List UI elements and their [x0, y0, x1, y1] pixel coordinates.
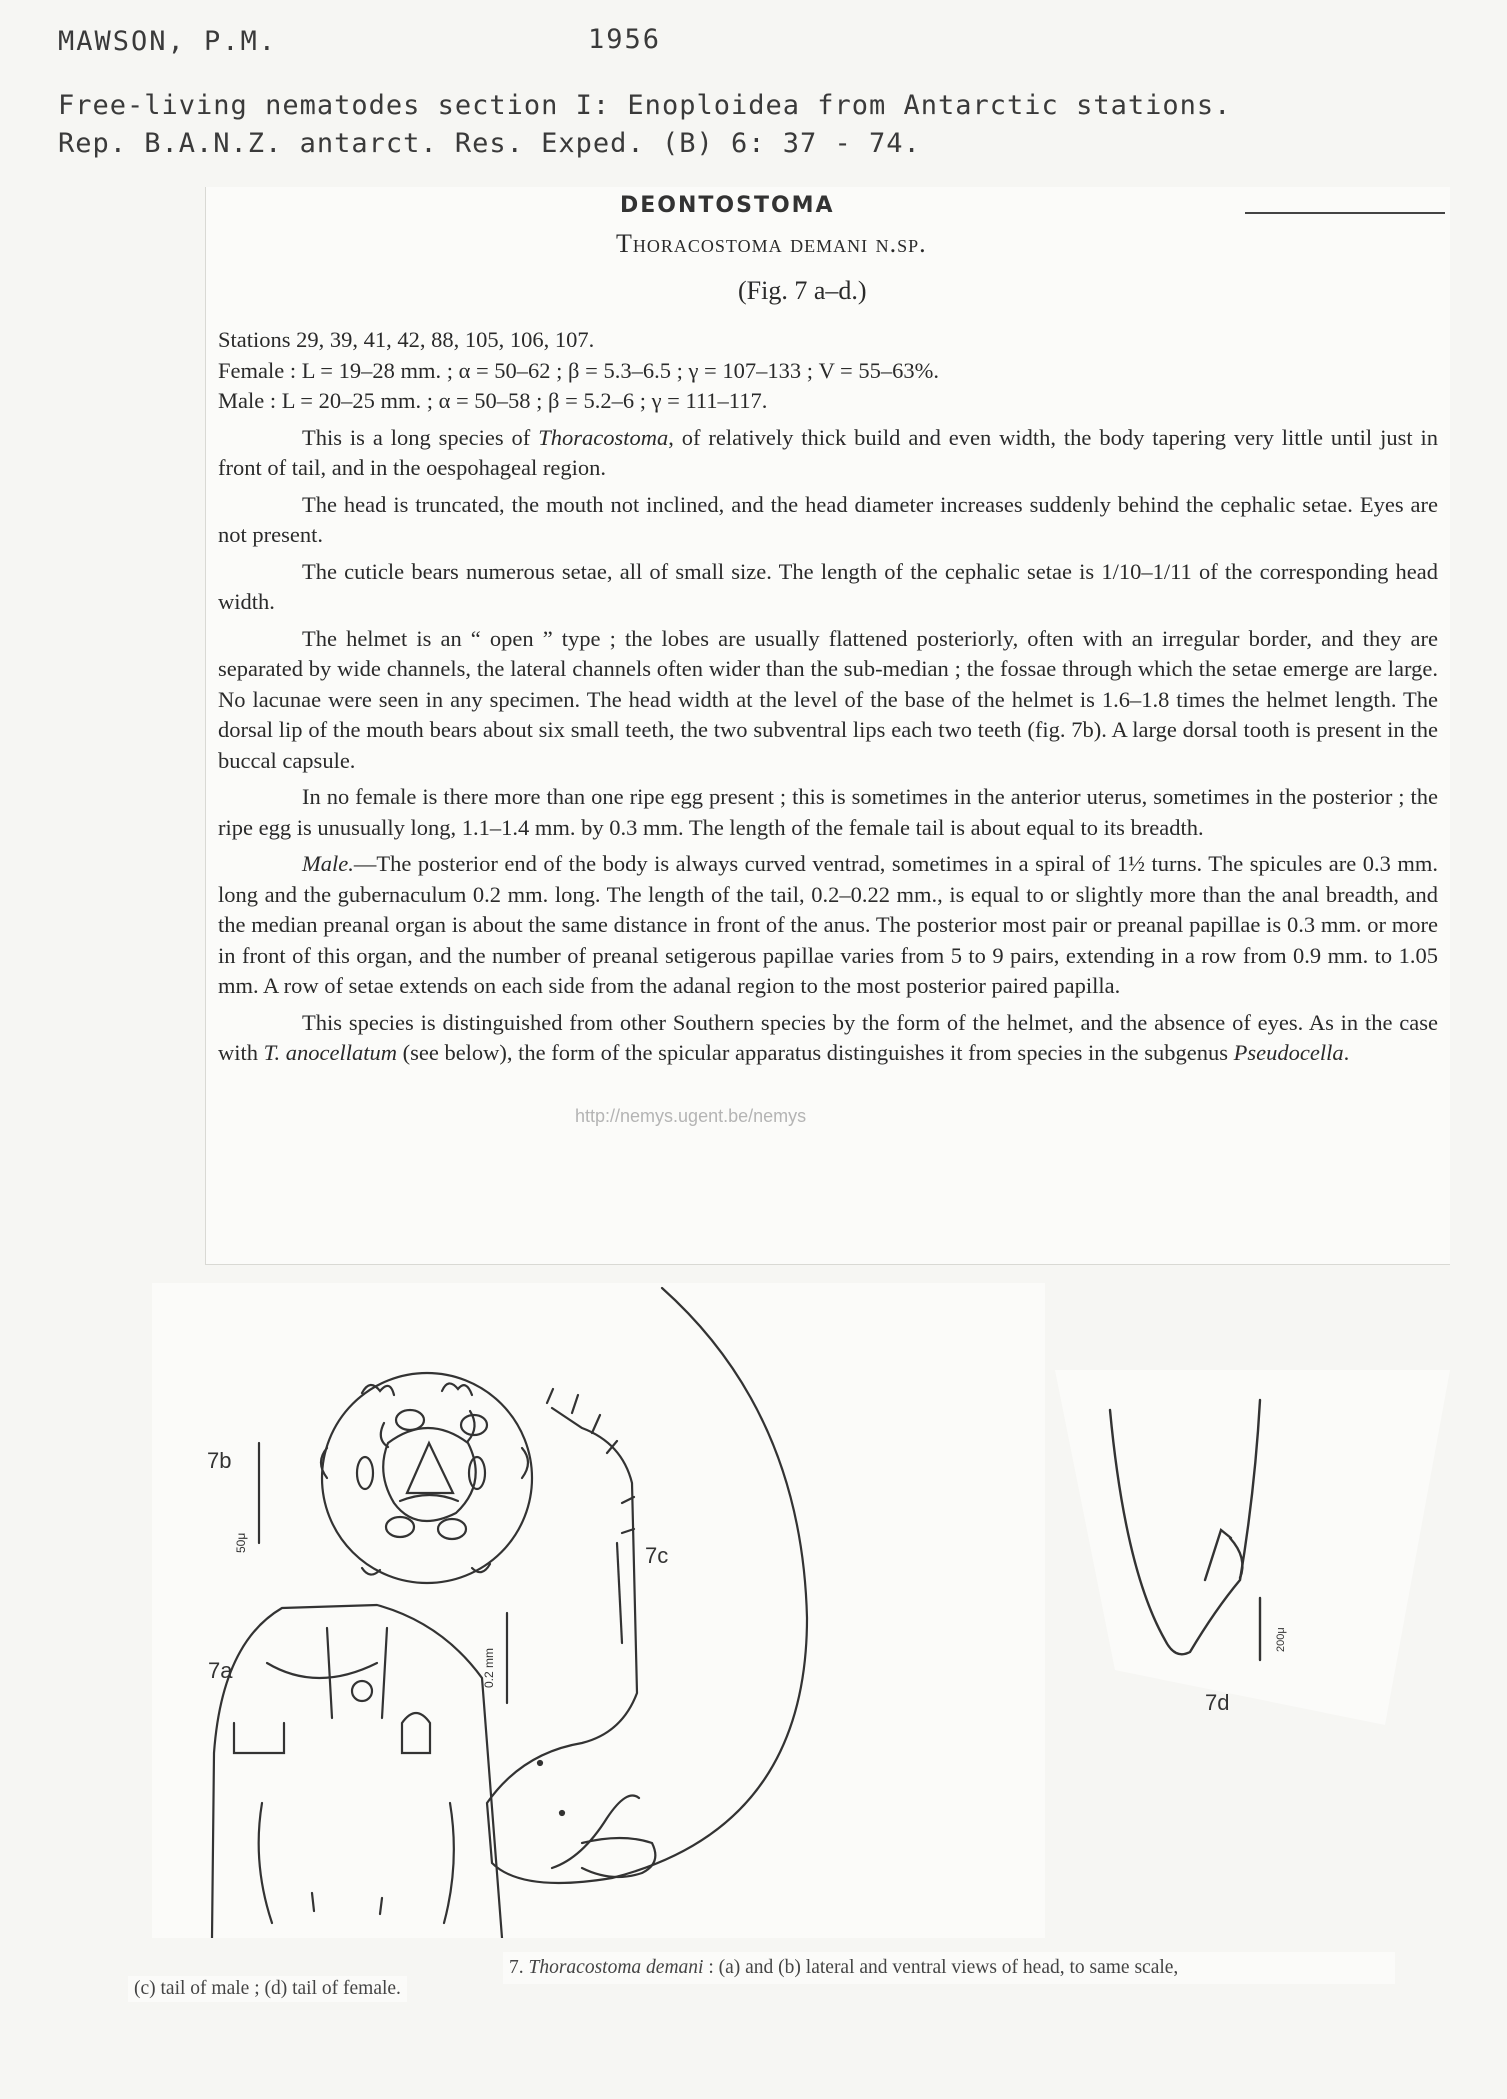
figure-label-7b: 7b: [207, 1448, 232, 1473]
paragraph-cuticle: The cuticle bears numerous setae, all of small size. The length of the cephalic setae is 1/10–1/11 of the corresponding head width.: [218, 558, 1438, 614]
figure-caption-continued: (c) tail of male ; (d) tail of female.: [128, 1976, 407, 2002]
paragraph-diagnosis: This species is distinguished from other Southern species by the form of the helmet, and the absence of eyes. As in the case with T. anocellatum (see below), the form of the spicular apparatus distinguishes it from species in the subgenus Pseudocella.: [218, 1009, 1438, 1065]
paragraph-male: Male.—The posterior end of the body is always curved ventrad, sometimes in a spiral of 1½ turns. The spicules are 0.3 mm. long and the gubernaculum 0.2 mm. long. The length of the tail, 0.2–0.22 mm., is equal to or slightly more than the anal breadth, and the median preanal organ is about the same distance in front of the anus. The posterior most pair or preanal papillae is 0.3 mm. or more in front of this organ, and the number of preanal setigerous papillae varies from 5 to 9 pairs, extending in a row from 0.9 mm. to 1.05 mm. A row of setae extends on each side from the adanal region to the most posterior paired papilla.: [218, 851, 1438, 998]
female-measurements: Female : L = 19–28 mm. ; α = 50–62 ; β = 5.3–6.5 ; γ = 107–133 ; V = 55–63%.: [218, 357, 939, 383]
figure-label-7d: 7d: [1205, 1690, 1230, 1715]
publication-year: 1956: [588, 24, 662, 55]
male-measurements: Male : L = 20–25 mm. ; α = 50–58 ; β = 5.2–6 ; γ = 111–117.: [218, 388, 768, 413]
paragraph-female: In no female is there more than one ripe egg present ; this is sometimes in the anterior uterus, sometimes in the posterior ; the ripe egg is unusually long, 1.1–1.4 mm. by 0.3 mm. The length of the female tail is about equal to its breadth.: [218, 784, 1438, 840]
species-title: Thoracostoma demani n.sp.: [616, 229, 927, 258]
description-body: [218, 325, 1438, 1069]
reference-title-line: Free-living nematodes section I: Enoploidea from Antarctic stations.: [58, 90, 1232, 121]
figure-tail-panel: [1055, 1370, 1450, 1725]
paragraph-body-form: This is a long species of Thoracostoma, of relatively thick build and even width, the body tapering very little until just in front of tail, and in the oespohageal region.: [218, 424, 1439, 480]
handwritten-underline: [1245, 212, 1445, 214]
fig-7b-head-ventral-view: [321, 1373, 532, 1583]
figure-caption: 7. Thoracostoma demani : (a) and (b) lateral and ventral views of head, to same scale,: [503, 1952, 1395, 1984]
paragraph-head: The head is truncated, the mouth not inclined, and the head diameter increases suddenly behind the cephalic setae. Eyes are not present.: [218, 491, 1438, 547]
figure-drawings: [152, 1283, 1045, 1938]
fig-7c-male-tail: [487, 1288, 807, 1883]
scale-label-7b: 50μ: [234, 1532, 248, 1553]
scale-label-7d: 200μ: [1275, 1627, 1287, 1652]
handwritten-genus-note: DEONTOSTOMA: [620, 193, 835, 218]
fig-7d-female-tail: [1055, 1370, 1450, 1725]
figure-reference: (Fig. 7 a–d.): [738, 276, 867, 305]
figure-label-7c: 7c: [645, 1543, 669, 1568]
figure-label-7a: 7a: [208, 1658, 233, 1683]
paragraph-helmet: The helmet is an “ open ” type ; the lobes are usually flattened posteriorly, often with an irregular border, and they are separated by wide channels, the lateral channels often wider than the sub-median ; the fossae through which the setae emerge are large. No lacunae were seen in any specimen. The head width at the level of the base of the helmet is 1.6–1.8 times the helmet length. The dorsal lip of the mouth bears about six small teeth, the two subventral lips each two teeth (fig. 7b). A large dorsal tooth is present in the buccal capsule.: [218, 625, 1438, 773]
scale-label-7c: 0.2 mm: [482, 1647, 496, 1688]
author-name: MAWSON, P.M.: [58, 26, 278, 57]
fig-7a-head-lateral-view: [212, 1605, 502, 1938]
watermark-url: http://nemys.ugent.be/nemys: [575, 1106, 807, 1126]
reference-journal-line: Rep. B.A.N.Z. antarct. Res. Exped. (B) 6: 37 - 74.: [58, 128, 921, 159]
stations-line: Stations 29, 39, 41, 42, 88, 105, 106, 107.: [218, 327, 595, 352]
figure-panel: [152, 1283, 1045, 1938]
